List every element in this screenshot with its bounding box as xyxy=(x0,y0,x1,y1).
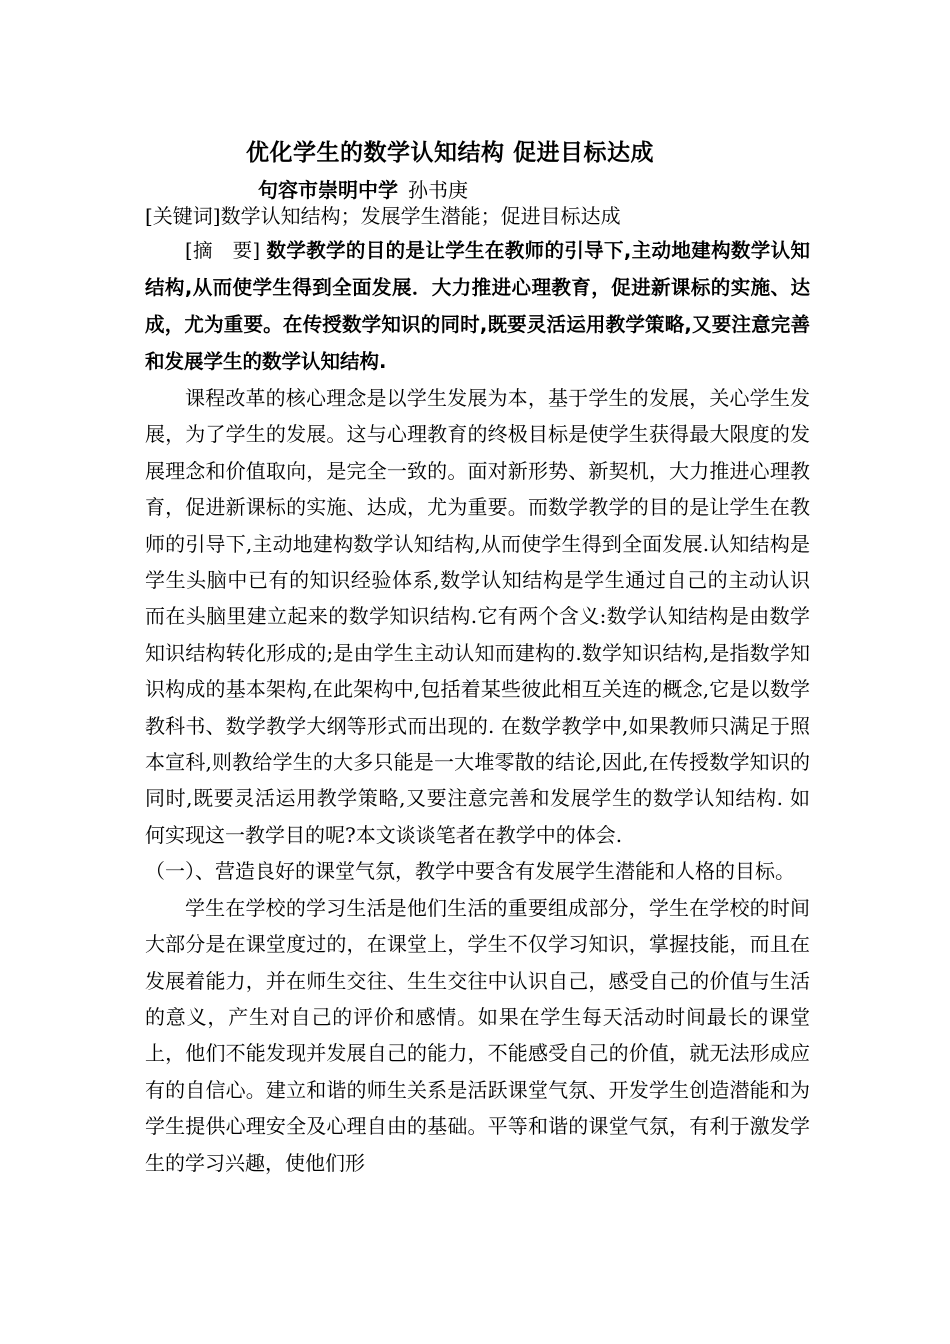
author-school: 句容市崇明中学 xyxy=(258,178,398,202)
abstract-label: [摘 要] xyxy=(185,239,261,262)
abstract-paragraph xyxy=(145,232,810,380)
section-heading: （一）、营造良好的课堂气氛，教学中要含有发展学生潜能和人格的目标。 xyxy=(145,859,795,884)
document-body xyxy=(145,232,810,1181)
document-title: 优化学生的数学认知结构 促进目标达成 xyxy=(245,140,654,166)
abstract-text: 数学教学的目的是让学生在教师的引导下,主动地建构数学认知结构,从而使学生得到全面发展．大力推进心理教育，促进新课标的实施、达成，尤为重要。在传授数学知识的同时,既要灵活运用教学策略,又要注意完善和发展学生的数学认知结构. xyxy=(145,239,810,373)
keywords-line: [关键词]数学认知结构；发展学生潜能；促进目标达成 xyxy=(145,204,621,228)
author-name: 孙书庚 xyxy=(408,178,468,202)
section-paragraph: 学生在学校的学习生活是他们生活的重要组成部分，学生在学校的时间大部分是在课堂度过的，在课堂上，学生不仅学习知识，掌握技能，而且在发展着能力，并在师生交往、生生交往中认识自己，感受自己的价值与生活的意义，产生对自己的评价和感情。如果在学生每天活动时间最长的课堂上，他们不能发现并发展自己的能力，不能感受自己的价值，就无法形成应有的自信心。建立和谐的师生关系是活跃课堂气氛、开发学生创造潜能和为学生提供心理安全及心理自由的基础。平等和谐的课堂气氛，有利于激发学生的学习兴趣，使他们形 xyxy=(145,895,810,1175)
intro-paragraph: 课程改革的核心理念是以学生发展为本，基于学生的发展，关心学生发展，为了学生的发展。这与心理教育的终极目标是使学生获得最大限度的发展理念和价值取向，是完全一致的。面对新形势、新契机，大力推进心理教育，促进新课标的实施、达成，尤为重要。而数学教学的目的是让学生在教师的引导下,主动地建构数学认知结构,从而使学生得到全面发展.认知结构是学生头脑中已有的知识经验体系,数学认知结构是学生通过自己的主动认识而在头脑里建立起来的数学知识结构.它有两个含义:数学认知结构是由数学知识结构转化形成的;是由学生主动认知而建构的.数学知识结构,是指数学知识构成的基本架构,在此架构中,包括着某些彼此相互关连的概念,它是以数学教科书、数学教学大纲等形式而出现的. 在数学教学中,如果教师只满足于照本宣科,则教给学生的大多只能是一大堆零散的结论,因此,在传授数学知识的同时,既要灵活运用教学策略,又要注意完善和发展学生的数学认知结构. 如何实现这一教学目的呢?本文谈谈笔者在教学中的体会. xyxy=(145,386,810,847)
author-line xyxy=(258,174,468,203)
